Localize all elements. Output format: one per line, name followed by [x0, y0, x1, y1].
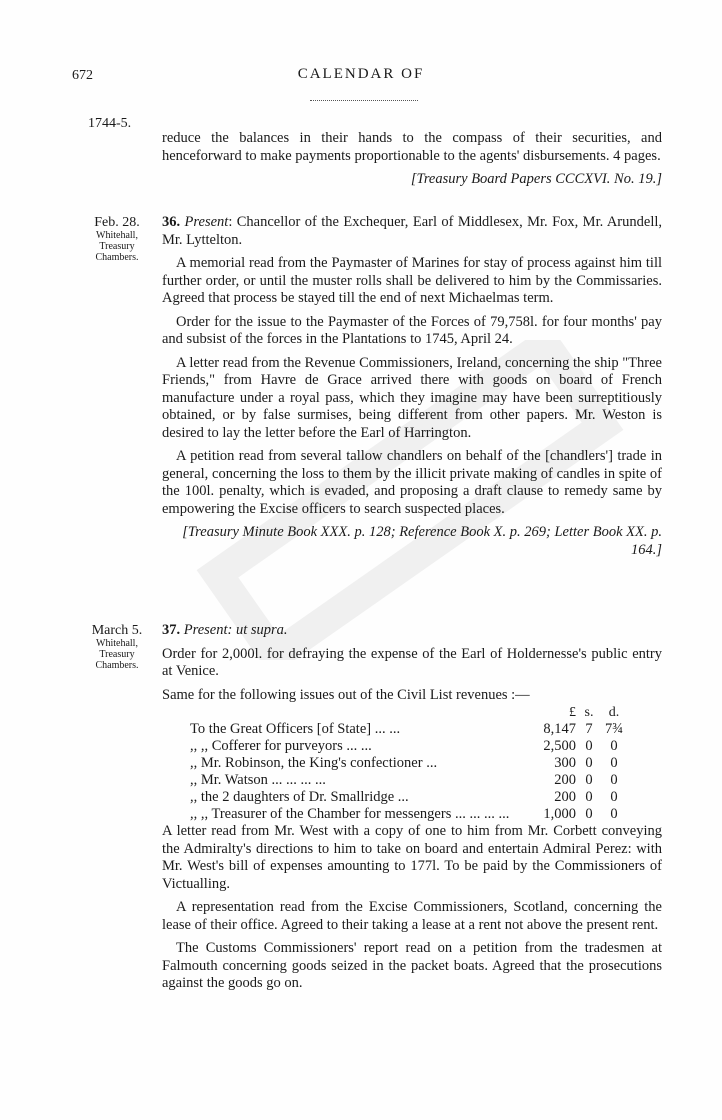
entry36-place-3: Chambers.	[95, 252, 139, 263]
page-number: 672	[72, 68, 93, 83]
entry36-para-3: A letter read from the Revenue Commissioners, Ireland, concerning the ship "Three Friends," from Havre de Grace arrived there with goods on board of French manufacture under a royal pass, which they imagine may have been surreptitiously obtained, or by false surmises, being different from other papers. Mr. Weston is desired to lay the letter before the Earl of Harrington.	[162, 354, 662, 441]
entry36-block	[162, 214, 662, 565]
entry37-place-3: Chambers.	[95, 660, 139, 671]
pounds-header: £	[569, 705, 576, 720]
entry36-reference: [Treasury Minute Book XXX. p. 128; Reference Book X. p. 269; Letter Book XX. p. 164.]	[182, 524, 662, 558]
entry37-heading	[162, 622, 662, 640]
entry36-para-1: A memorial read from the Paymaster of Marines for stay of process against him till further order, or until the muster rolls shall be delivered to him by the Commissaries. Agreed that process be stayed till the end of next Michaelmas term.	[162, 255, 662, 306]
entry37-para-3: The Customs Commissioners' report read on a petition from the tradesmen at Falmouth concerning goods seized in the packet boats. Agreed that the prosecutions against the goods go on.	[162, 940, 662, 991]
entry36-para-2: Order for the issue to the Paymaster of the Forces of 79,758l. for four months' pay and subsist of the forces in the Plantations to 1745, April 24.	[162, 313, 662, 347]
entry36-place-1: Whitehall,	[96, 230, 138, 241]
entry36-present-label: Present	[184, 214, 229, 230]
entry36-heading	[162, 214, 662, 249]
entry36-place-2: Treasury	[99, 241, 135, 252]
continuation-text: reduce the balances in their hands to the compass of their securities, and henceforward to make payments proportionable to the agents' disbursements. 4 pages.	[162, 130, 662, 164]
shillings-header: s.	[584, 705, 594, 720]
issue-row: ,, Mr. Robinson, the King's confectioner ... 300 0 0	[190, 755, 618, 771]
entry37-present-label: Present	[183, 622, 228, 638]
entry37-number: 37.	[162, 622, 181, 638]
entry37-order: Order for 2,000l. for defraying the expense of the Earl of Holdernesse's public entry at Venice.	[162, 645, 662, 679]
entry36-margin	[74, 216, 160, 263]
continuation-block	[162, 130, 662, 195]
entry36-date: Feb. 28.	[94, 215, 140, 230]
entry36-number: 36.	[162, 214, 181, 230]
issues-table	[190, 704, 626, 823]
entry37-issues-intro: Same for the following issues out of the Civil List revenues :—	[162, 686, 530, 703]
entry37-para-2: A representation read from the Excise Commissioners, Scotland, concerning the lease of their office. Agreed to their taking a lease at a rent not above the present rent.	[162, 899, 662, 933]
entry37-place-1: Whitehall,	[96, 638, 138, 649]
header-rule	[310, 100, 418, 101]
pence-header: d.	[608, 705, 620, 720]
entry36-present-text: : Chancellor of the Exchequer, Earl of Middlesex, Mr. Fox, Mr. Arundell, Mr. Lyttelton.	[162, 214, 663, 248]
entry37-date: March 5.	[91, 623, 143, 638]
issue-row: To the Great Officers [of State] ... ... 8,147 7 7¾	[190, 721, 624, 737]
entry37-place-2: Treasury	[99, 649, 135, 660]
issue-row: ,, the 2 daughters of Dr. Smallridge ... 200 0 0	[190, 789, 618, 805]
issue-row: ,, Mr. Watson ... ... ... ... 200 0 0	[190, 772, 618, 788]
entry37-margin	[74, 624, 160, 671]
issue-row: ,, ,, Cofferer for purveyors ... ... 2,500 0 0	[190, 738, 618, 754]
entry37-para-1: A letter read from Mr. West with a copy of one to him from Mr. Corbett conveying the Admiralty's directions to him to take on board and entertain Admiral Perez: with Mr. West's bill of expenses amounting to 177l. To be paid by the Commissioners of Victualling.	[162, 823, 662, 892]
year-label: 1744-5.	[88, 116, 132, 131]
continuation-reference: [Treasury Board Papers CCCXVI. No. 19.]	[410, 171, 662, 187]
entry36-para-4: A petition read from several tallow chandlers on behalf of the [chandlers'] trade in general, concerning the loss to them by the illicit private making of candles in spite of the 100l. penalty, which is evaded, and proposing a draft clause to remedy same by empowering the Excise officers to search suspected places.	[162, 448, 662, 517]
issues-header-row	[190, 704, 626, 721]
entry37-present-text: : ut supra.	[227, 622, 288, 638]
issue-row: ,, ,, Treasurer of the Chamber for messengers ... ... ... ... 1,000 0 0	[190, 806, 618, 822]
entry37-block	[162, 622, 662, 999]
running-title: CALENDAR OF	[297, 66, 425, 82]
